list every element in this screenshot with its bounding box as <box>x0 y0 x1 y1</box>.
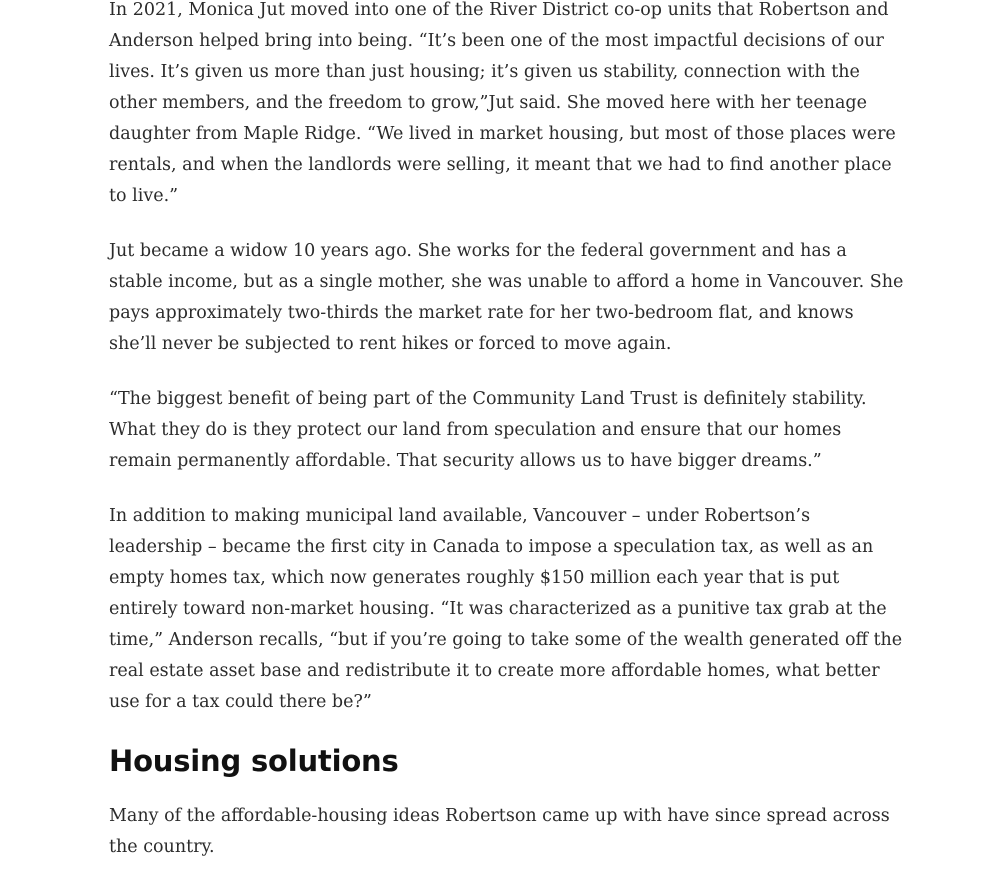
paragraph-jut-widow: Jut became a widow 10 years ago. She works for the federal government and has a stable income, but as a single mother, she was unable to afford a home in Vancouver. She pays approximately two-thirds the market rate for her two-bedroom flat, and knows she’ll never be subjected to rent hikes or forced to move again. <box>109 241 904 354</box>
paragraph-speculation-tax: In addition to making municipal land available, Vancouver – under Robertson’s leadership – became the first city in Canada to impose a speculation tax, as well as an empty homes tax, which now generates roughly $150 million each year that is put entirely toward non-market housing. “It was characterized as a punitive tax grab at the time,” Anderson recalls, “but if you’re going to take some of the wealth generated off the real estate asset base and redistribute it to create more affordable homes, what better use for a tax could there be?” <box>109 506 903 712</box>
paragraph-land-trust-quote: “The biggest benefit of being part of the Community Land Trust is definitely stability. What they do is they protect our land from speculation and ensure that our homes remain permanently affordable. That security allows us to have bigger dreams.” <box>109 389 867 471</box>
paragraph-monica-jut-move: In 2021, Monica Jut moved into one of the River District co-op units that Robertson and Anderson helped bring into being. “It’s been one of the most impactful decisions of our lives. It’s given us more than just housing; it’s given us stability, connection with the other members, and the freedom to grow,”Jut said. She moved here with her teenage daughter from Maple Ridge. “We lived in market housing, but most of those places were rentals, and when the landlords were selling, it meant that we had to find another place to live.” <box>109 0 896 206</box>
section-heading-housing-solutions: Housing solutions <box>109 744 399 778</box>
paragraph-housing-ideas-spread: Many of the affordable-housing ideas Robertson came up with have since spread across the country. <box>109 806 890 857</box>
article-body <box>109 0 904 887</box>
